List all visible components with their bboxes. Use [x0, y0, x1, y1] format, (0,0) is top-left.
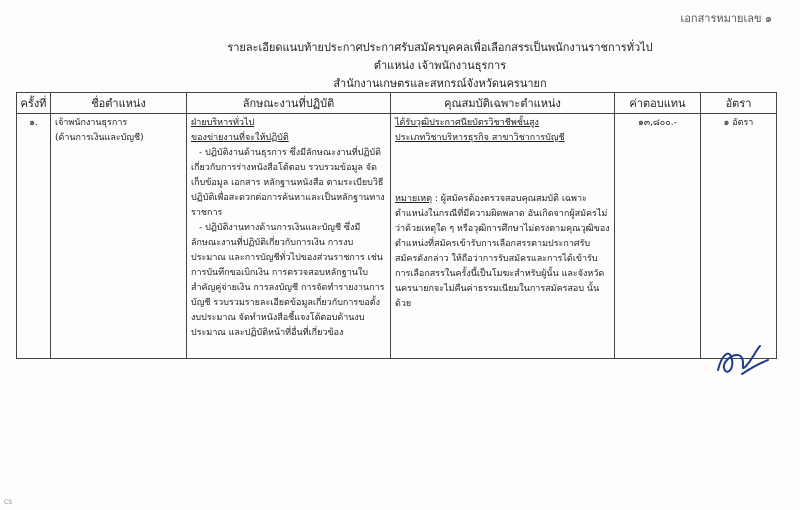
signature-mark — [712, 336, 772, 380]
column-header-no: ครั้งที่ — [17, 93, 51, 114]
column-header-duties: ลักษณะงานที่ปฏิบัติ — [187, 93, 391, 114]
table-row — [17, 114, 777, 359]
column-header-position: ชื่อตำแหน่ง — [51, 93, 187, 114]
column-header-qualifications: คุณสมบัติเฉพาะตำแหน่ง — [391, 93, 615, 114]
position-cell — [51, 114, 187, 359]
column-header-rate: อัตรา — [701, 93, 777, 114]
duties-cell — [187, 114, 391, 359]
qualification-line2: ประเภทวิชาบริหารธุรกิจ สาขาวิชาการบัญชี — [395, 133, 565, 143]
duty-heading-general: ฝ่ายบริหารทั่วไป — [191, 118, 255, 128]
column-header-salary: ค่าตอบแทน — [615, 93, 701, 114]
duty-paragraph-admin: - ปฏิบัติงานด้านธุรการ ซึ่งมีลักษณะงานที่ปฏิบัติเกี่ยวกับการร่างหนังสือโต้ตอบ รวบรวมข้อมูล จัดเก็บข้อมูล เอกสาร หลักฐานหนังสือ ตามระเบียบวิธีปฏิบัติเพื่อสะดวกต่อการค้นหาและเป็นหลักฐานทางราชการ — [191, 148, 385, 218]
position-subtitle: (ด้านการเงินและบัญชี) — [55, 133, 144, 143]
rate-cell: ๑ อัตรา — [701, 114, 777, 359]
table-header-row — [17, 93, 777, 114]
duty-heading-scope: ของข่ายงานที่จะให้ปฏิบัติ — [191, 133, 289, 143]
qualifications-cell — [391, 114, 615, 359]
note-paragraph — [395, 192, 610, 312]
salary-cell: ๑๓,๘๐๐.- — [615, 114, 701, 359]
position-title: เจ้าพนักงานธุรการ — [55, 118, 128, 128]
note-text: : ผู้สมัครต้องตรวจสอบคุณสมบัติ เฉพาะตำแหน่งในกรณีที่มีความผิดพลาด อันเกิดจากผู้สมัครไม่ว่าด้วยเหตุใด ๆ หรือวุฒิการศึกษาไม่ตรงตามคุณวุฒิของตำแหน่งที่สมัครเข้ารับการเลือกสรรตามประกาศรับสมัครดังกล่าว ให้ถือว่าการรับสมัครและการได้เข้ารับการเลือกสรรในครั้งนี้เป็นโมฆะสำหรับผู้นั้น และจังหวัดนครนายกจะไม่คืนค่าธรรมเนียมในการสมัครสอบ นั้นด้วย — [395, 194, 610, 309]
office-heading: สำนักงานเกษตรและสหกรณ์จังหวัดนครนายก — [333, 77, 547, 90]
position-details-table — [16, 92, 777, 359]
announcement-title: รายละเอียดแนบท้ายประกาศประกาศรับสมัครบุคคลเพื่อเลือกสรรเป็นพนักงานราชการทั่วไป — [227, 41, 653, 54]
row-number: ๑. — [17, 114, 51, 359]
scanner-watermark: CS — [4, 499, 12, 506]
note-label: หมายเหตุ — [395, 194, 433, 204]
position-heading: ตำแหน่ง เจ้าพนักงานธุรการ — [373, 59, 507, 72]
qualification-line1: ได้รับวุฒิประกาศนียบัตรวิชาชีพชั้นสูง — [395, 118, 539, 128]
document-number: เอกสารหมายเลข ๑ — [680, 12, 772, 25]
duty-paragraph-finance: - ปฏิบัติงานทางด้านการเงินและบัญชี ซึ่งมีลักษณะงานที่ปฏิบัติเกี่ยวกับการเงิน การงบประมาณ และการบัญชีทั่วไปของส่วนราชการ เช่น การบันทึกขอเบิกเงิน การตรวจสอบหลักฐานใบสำคัญคู่จ่ายเงิน การลงบัญชี การจัดทำรายงานการบัญชี รวบรวมรายละเอียดข้อมูลเกี่ยวกับการขอตั้งงบประมาณ จัดทำหนังสือชี้แจงโต้ตอบด้านงบประมาณ และปฏิบัติหน้าที่อื่นที่เกี่ยวข้อง — [191, 223, 385, 338]
